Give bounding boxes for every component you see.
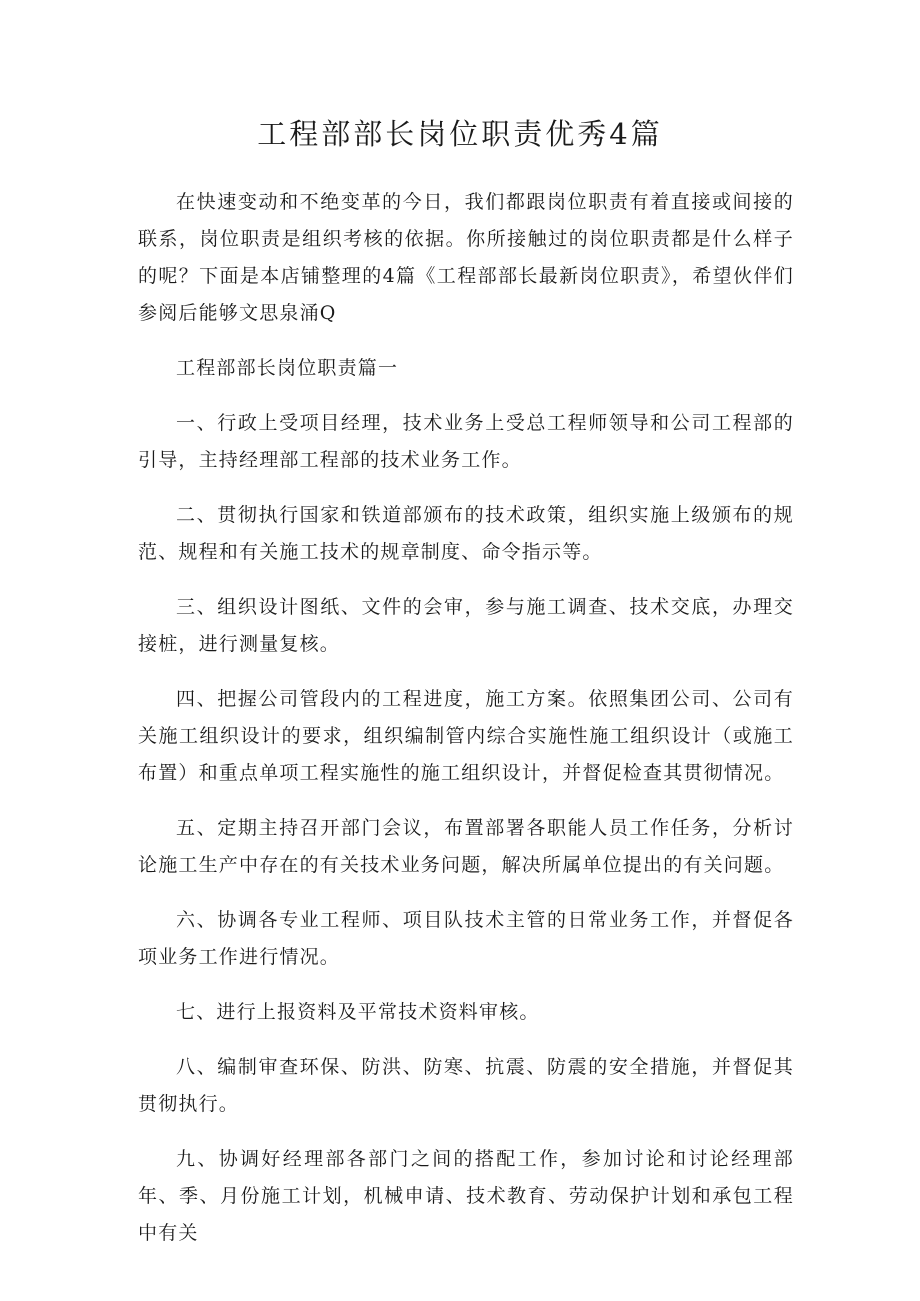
document-title: 工程部部长岗位职责优秀4篇 bbox=[257, 117, 663, 151]
document-body bbox=[138, 184, 794, 1270]
duty-item-1: 一、行政上受项目经理，技术业务上受总工程师领导和公司工程部的引导，主持经理部工程部的技术业务工作。 bbox=[138, 412, 794, 471]
duty-item-3: 三、组织设计图纸、文件的会审，参与施工调查、技术交底，办理交接桩，进行测量复核。 bbox=[138, 596, 794, 655]
duty-item-6: 六、协调各专业工程师、项目队技术主管的日常业务工作，并督促各项业务工作进行情况。 bbox=[138, 909, 794, 968]
section-heading: 工程部部长岗位职责篇一 bbox=[176, 357, 399, 379]
duty-item-5: 五、定期主持召开部门会议，布置部署各职能人员工作任务，分析讨论施工生产中存在的有关技术业务问题，解决所属单位提出的有关问题。 bbox=[138, 817, 794, 876]
duty-item-4: 四、把握公司管段内的工程进度，施工方案。依照集团公司、公司有关施工组织设计的要求，组织编制管内综合实施性施工组织设计（或施工布置）和重点单项工程实施性的施工组织设计，并督促检查其贯彻情况。 bbox=[138, 688, 794, 784]
duty-item-7: 七、进行上报资料及平常技术资料审核。 bbox=[176, 1001, 540, 1023]
duty-item-8: 八、编制审查环保、防洪、防寒、抗震、防震的安全措施，并督促其贯彻执行。 bbox=[138, 1056, 794, 1115]
intro-paragraph: 在快速变动和不绝变革的今日，我们都跟岗位职责有着直接或间接的联系，岗位职责是组织考核的依据。你所接触过的岗位职责都是什么样子的呢？下面是本店铺整理的4篇《工程部部长最新岗位职责》，希望伙伴们参阅后能够文思泉涌Q bbox=[138, 191, 794, 324]
duty-item-9: 九、协调好经理部各部门之间的搭配工作，参加讨论和讨论经理部年、季、月份施工计划，机械申请、技术教育、劳动保护计划和承包工程中有关 bbox=[138, 1148, 794, 1244]
duty-item-2: 二、贯彻执行国家和铁道部颁布的技术政策，组织实施上级颁布的规范、规程和有关施工技术的规章制度、命令指示等。 bbox=[138, 504, 794, 563]
